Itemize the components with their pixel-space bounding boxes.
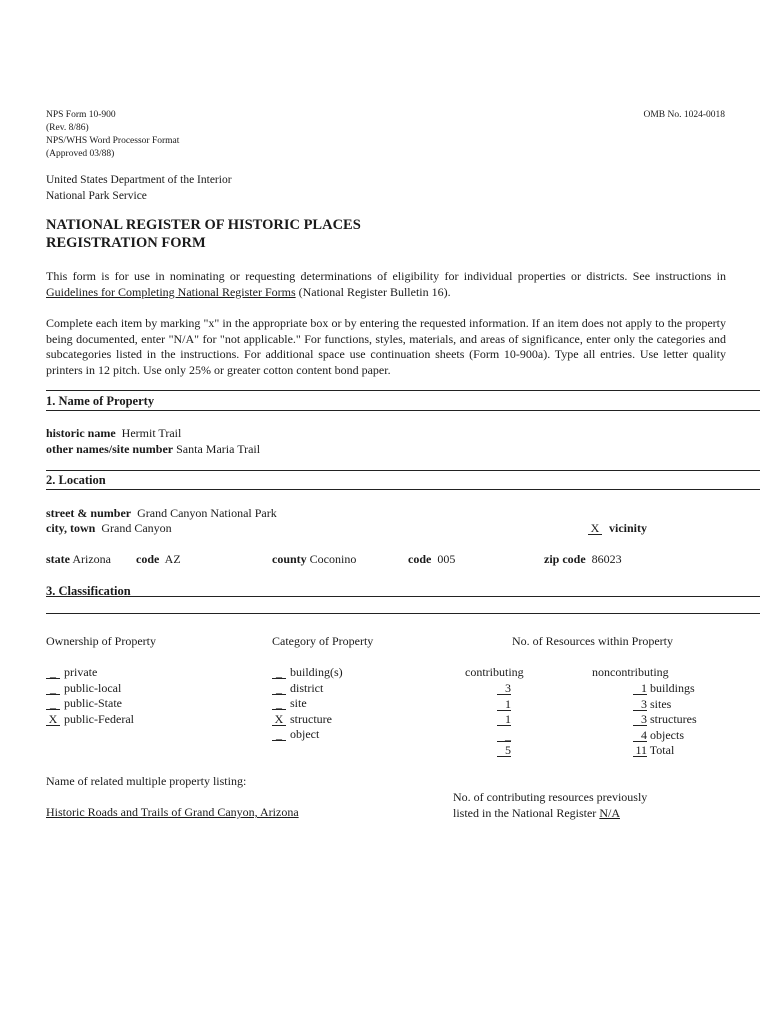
category-option[interactable]: _ building(s) bbox=[272, 665, 343, 681]
section-rule-bottom bbox=[46, 410, 760, 411]
category-header: Category of Property bbox=[272, 634, 374, 648]
county-code-value: 005 bbox=[437, 552, 456, 566]
omb-number: OMB No. 1024-0018 bbox=[643, 110, 725, 120]
state-code-field bbox=[136, 552, 181, 568]
vicinity-row bbox=[588, 521, 647, 537]
form-number: NPS Form 10-900 bbox=[46, 110, 116, 120]
related-listing-label: Name of related multiple property listing: bbox=[46, 774, 247, 788]
county-label: county bbox=[272, 552, 307, 566]
county-field bbox=[272, 552, 356, 568]
noncontributing-counts bbox=[633, 681, 697, 759]
section-rule-bottom bbox=[46, 489, 760, 490]
service-name: National Park Service bbox=[46, 189, 147, 202]
form-title-line1: NATIONAL REGISTER OF HISTORIC PLACES bbox=[46, 217, 361, 233]
section1-heading: 1. Name of Property bbox=[46, 394, 155, 408]
category-option[interactable]: _ district bbox=[272, 681, 343, 697]
related-listing-value[interactable]: Historic Roads and Trails of Grand Canyon, Arizona bbox=[46, 805, 299, 819]
county-code-field bbox=[408, 552, 455, 568]
zip-value: 86023 bbox=[591, 552, 622, 566]
resources-header: No. of Resources within Property bbox=[512, 634, 673, 648]
historic-name-row bbox=[46, 426, 181, 442]
form-header-block bbox=[46, 109, 179, 161]
state-value: Arizona bbox=[72, 552, 111, 566]
vicinity-label: vicinity bbox=[609, 521, 647, 535]
section2-heading: 2. Location bbox=[46, 473, 106, 487]
street-value: Grand Canyon National Park bbox=[137, 506, 277, 520]
city-label: city, town bbox=[46, 521, 96, 535]
section-rule-top bbox=[46, 596, 760, 597]
state-field bbox=[46, 552, 111, 568]
ownership-option[interactable]: _ private bbox=[46, 665, 134, 681]
resource-row: 3 sites bbox=[633, 697, 697, 713]
intro-text: This form is for use in nominating or requesting determinations of eligibility for individual properties or districts. See instructions in bbox=[46, 269, 726, 283]
zip-field bbox=[544, 552, 622, 568]
guidelines-link[interactable]: Guidelines for Completing National Register Forms bbox=[46, 284, 296, 299]
contributing-count: 5 bbox=[497, 743, 511, 759]
form-approved: (Approved 03/88) bbox=[46, 149, 115, 159]
form-title bbox=[46, 216, 361, 252]
contributing-label: contributing bbox=[465, 665, 524, 679]
city-value: Grand Canyon bbox=[101, 521, 172, 535]
state-code-label: code bbox=[136, 552, 160, 566]
category-option[interactable]: _ object bbox=[272, 727, 343, 743]
noncontributing-label: noncontributing bbox=[592, 665, 669, 679]
state-label: state bbox=[46, 552, 70, 566]
other-names-row bbox=[46, 442, 260, 458]
ownership-option[interactable]: X public-Federal bbox=[46, 712, 134, 728]
section-rule-top bbox=[46, 470, 760, 471]
ownership-option[interactable]: _ public-State bbox=[46, 696, 134, 712]
intro-tail: (National Register Bulletin 16). bbox=[295, 284, 451, 299]
intro-paragraph-1 bbox=[46, 269, 726, 300]
contributing-count: 3 bbox=[497, 681, 511, 697]
previously-listed-block bbox=[453, 790, 647, 821]
category-option[interactable]: X structure bbox=[272, 712, 343, 728]
other-names-value: Santa Maria Trail bbox=[176, 442, 261, 456]
section-rule-bottom bbox=[46, 613, 760, 614]
street-row bbox=[46, 506, 277, 522]
ownership-header: Ownership of Property bbox=[46, 634, 156, 648]
section3-heading: 3. Classification bbox=[46, 584, 131, 598]
zip-label: zip code bbox=[544, 552, 586, 566]
historic-name-value: Hermit Trail bbox=[121, 426, 182, 440]
street-label: street & number bbox=[46, 506, 132, 520]
intro-paragraph-2: Complete each item by marking "x" in the appropriate box or by entering the requested information. If an item does not apply to the property being documented, enter "N/A" for "not applicable." For functions, styles, materials, and areas of significance, enter only the categories and subcategories listed in the instructions. For additional space use continuation sheets (Form 10-900a). Type all entries. Use letter quality printers in 12 pitch. Use only 25% or greater cotton content bond paper. bbox=[46, 316, 726, 377]
resource-row: 11 Total bbox=[633, 743, 697, 759]
form-format: NPS/WHS Word Processor Format bbox=[46, 136, 180, 146]
category-option[interactable]: _ site bbox=[272, 696, 343, 712]
county-value: Coconino bbox=[309, 552, 357, 566]
vicinity-checkbox[interactable]: X bbox=[588, 522, 602, 535]
contributing-count: 1 bbox=[497, 712, 511, 728]
county-code-label: code bbox=[408, 552, 432, 566]
form-revision: (Rev. 8/86) bbox=[46, 123, 89, 133]
previously-listed-line2: listed in the National Register N/A bbox=[453, 805, 620, 820]
state-code-value: AZ bbox=[164, 552, 181, 566]
historic-name-label: historic name bbox=[46, 426, 116, 440]
section-rule-top bbox=[46, 390, 760, 391]
city-row bbox=[46, 521, 172, 537]
category-list bbox=[272, 665, 343, 743]
previously-listed-value: N/A bbox=[599, 805, 620, 820]
form-title-line2: REGISTRATION FORM bbox=[46, 235, 206, 251]
contributing-counts bbox=[497, 681, 511, 759]
contributing-count: _ bbox=[497, 728, 511, 744]
resource-row: 4 objects bbox=[633, 728, 697, 744]
agency-block bbox=[46, 173, 232, 204]
ownership-option[interactable]: _ public-local bbox=[46, 681, 134, 697]
other-names-label: other names/site number bbox=[46, 442, 174, 456]
resource-row: 1 buildings bbox=[633, 681, 697, 697]
resource-row: 3 structures bbox=[633, 712, 697, 728]
previously-listed-line1: No. of contributing resources previously bbox=[453, 790, 648, 804]
department-name: United States Department of the Interior bbox=[46, 174, 232, 186]
ownership-list bbox=[46, 665, 134, 727]
contributing-count: 1 bbox=[497, 697, 511, 713]
